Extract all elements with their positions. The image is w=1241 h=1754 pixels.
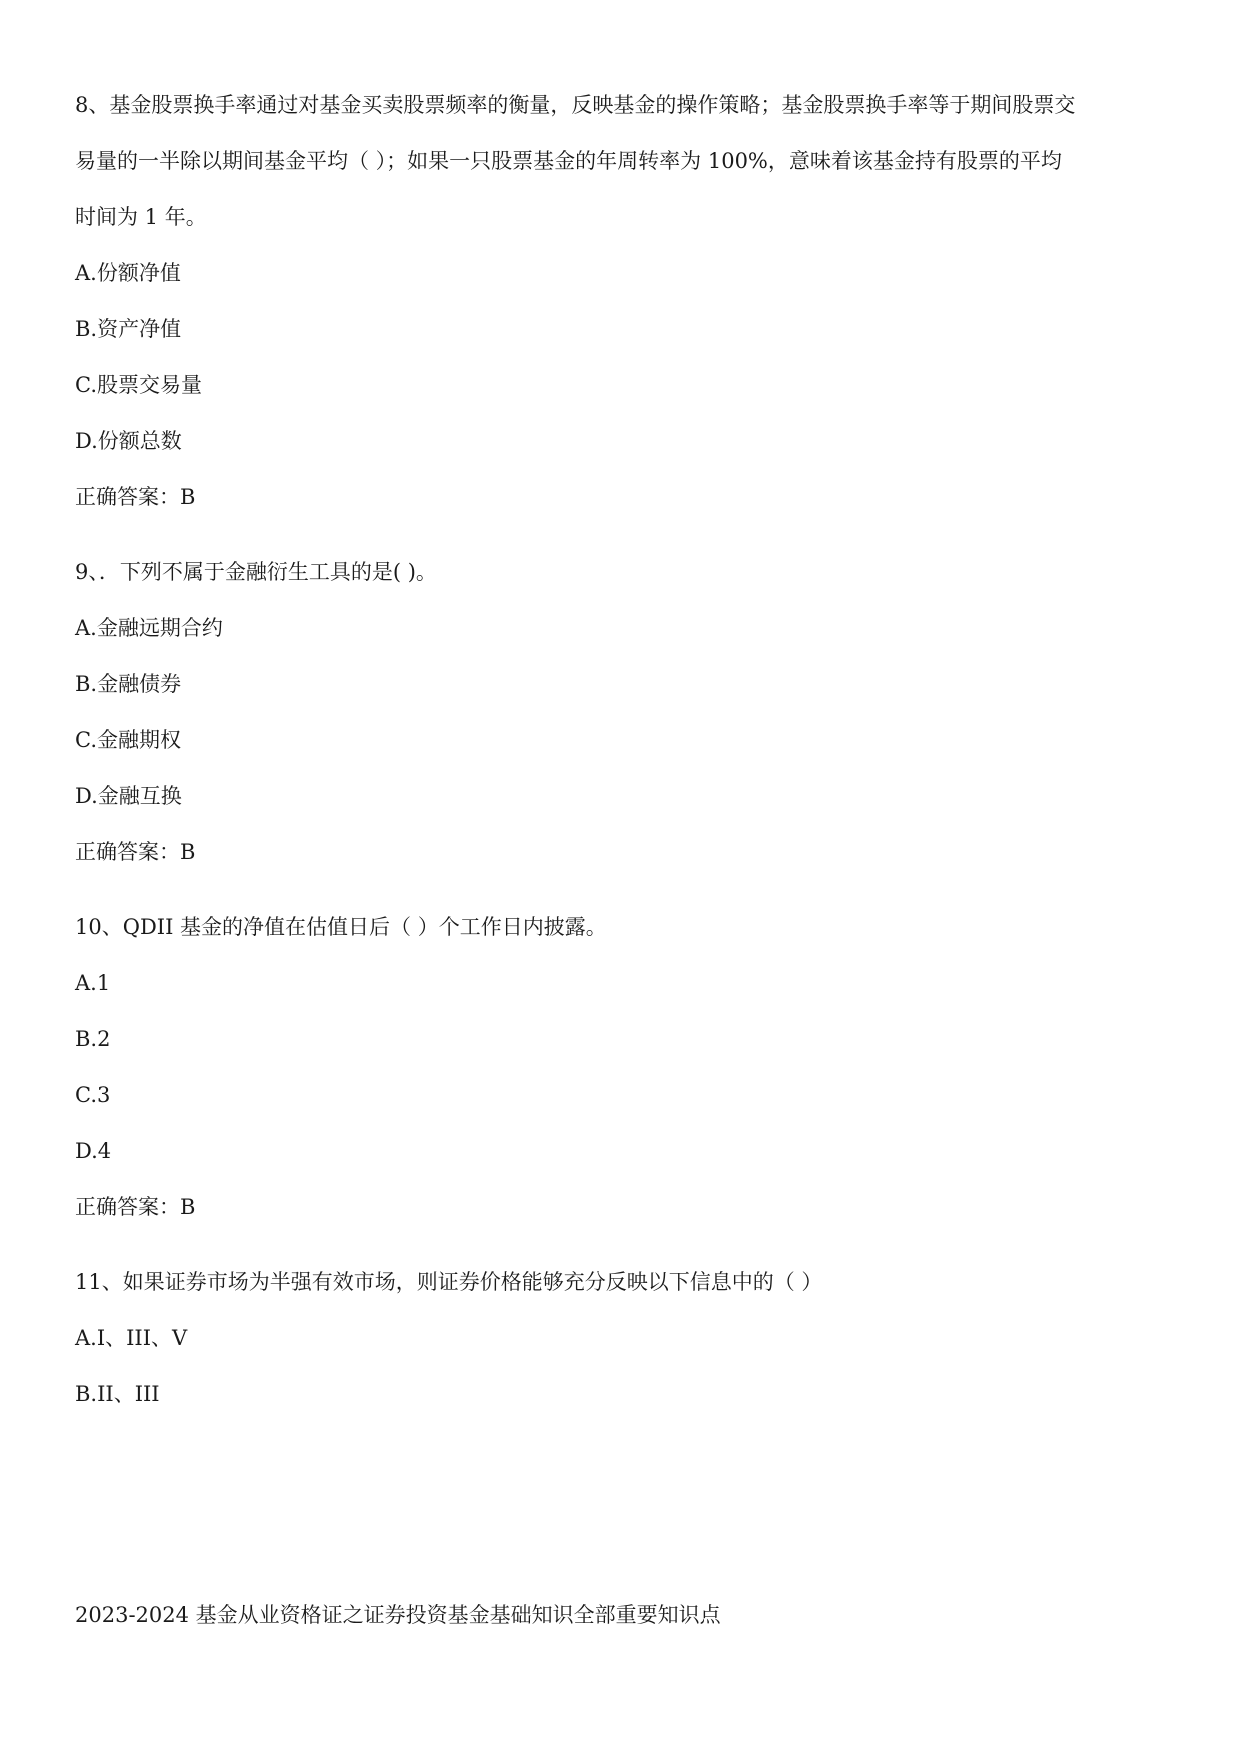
question-10-option-c: C.3 — [75, 1083, 111, 1107]
question-8-option-b: B.资产净值 — [75, 317, 182, 341]
question-9-stem: 9、．下列不属于金融衍生工具的是( )。 — [75, 560, 437, 584]
question-9-option-b: B.金融债券 — [75, 672, 182, 696]
question-8-stem-line-3: 时间为 1 年。 — [75, 205, 207, 229]
question-8-stem-line-2: 易量的一半除以期间基金平均（ ）；如果一只股票基金的年周转率为 100%，意味着该基金持有股票的平均 — [75, 149, 1062, 173]
question-8-option-c: C.股票交易量 — [75, 373, 202, 397]
question-9-option-d: D.金融互换 — [75, 784, 182, 808]
question-10-option-a: A.1 — [75, 971, 111, 995]
question-11-option-a: A.I、III、V — [75, 1326, 188, 1350]
question-9-option-a: A.金融远期合约 — [75, 616, 223, 640]
question-10-option-b: B.2 — [75, 1027, 111, 1051]
document-footer-title: 2023-2024 基金从业资格证之证券投资基金基础知识全部重要知识点 — [75, 1603, 721, 1627]
question-10-answer: 正确答案：B — [75, 1195, 196, 1219]
question-8-option-a: A.份额净值 — [75, 261, 181, 285]
question-10-option-d: D.4 — [75, 1139, 112, 1163]
question-11-stem: 11、如果证券市场为半强有效市场，则证券价格能够充分反映以下信息中的（ ） — [75, 1270, 823, 1294]
question-8-stem-line-1: 8、基金股票换手率通过对基金买卖股票频率的衡量，反映基金的操作策略；基金股票换手率等于期间股票交 — [75, 93, 1076, 117]
question-11-option-b: B.II、III — [75, 1382, 160, 1406]
question-9-option-c: C.金融期权 — [75, 728, 181, 752]
question-10-stem: 10、QDII 基金的净值在估值日后（ ）个工作日内披露。 — [75, 915, 607, 939]
question-8-option-d: D.份额总数 — [75, 429, 182, 453]
question-8-answer: 正确答案：B — [75, 485, 196, 509]
question-9-answer: 正确答案：B — [75, 840, 196, 864]
